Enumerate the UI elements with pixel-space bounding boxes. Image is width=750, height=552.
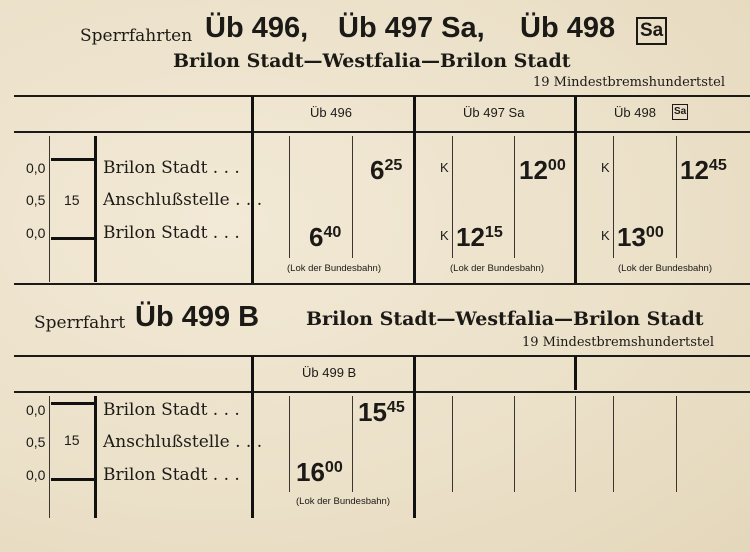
table1-track-mark-bottom bbox=[51, 237, 94, 240]
k-mark-497-arr: K bbox=[440, 228, 449, 243]
time-496-arrival: $6^{40}$ bbox=[309, 222, 342, 252]
table2-row3-station: Brilon Stadt . . . bbox=[103, 465, 240, 485]
section1-brake-info: 19 Mindestbremshundertstel bbox=[533, 75, 725, 90]
table2-row3-km: 0,0 bbox=[26, 467, 46, 483]
table2-track-mark-bottom bbox=[51, 478, 94, 481]
table2-vline-col3b bbox=[676, 396, 677, 492]
table1-vline-stations bbox=[94, 136, 97, 282]
table1-top-rule bbox=[14, 95, 750, 97]
table2-row2-speed: 15 bbox=[64, 432, 80, 448]
section1-train1: Üb 496, bbox=[205, 12, 309, 44]
table1-vline-km bbox=[49, 136, 50, 282]
table2-vline-col3-header bbox=[574, 356, 577, 390]
table2-vline-col2b bbox=[514, 396, 515, 492]
time-498-departure: $12^{45}$ bbox=[680, 155, 727, 185]
table2-vline-km bbox=[49, 396, 50, 518]
table1-vline-col1a bbox=[289, 136, 290, 258]
table2-header-ub499: Üb 499 B bbox=[302, 365, 357, 380]
table2-vline-col3a bbox=[613, 396, 614, 492]
section1-sa-badge: Sa bbox=[636, 17, 667, 45]
table1-row3-station: Brilon Stadt . . . bbox=[103, 223, 240, 243]
table2-vline-stations bbox=[94, 396, 97, 518]
table1-header-ub496: Üb 496 bbox=[310, 105, 352, 120]
table1-track-mark-top bbox=[51, 158, 94, 161]
table2-row2-station: Anschlußstelle . . . bbox=[103, 432, 263, 452]
table1-vline-col3 bbox=[574, 96, 577, 283]
section1-train3: Üb 498 bbox=[520, 12, 616, 44]
section1-train2: Üb 497 Sa, bbox=[338, 12, 485, 44]
table1-row2-station: Anschlußstelle . . . bbox=[103, 190, 263, 210]
table1-loco-note-498: (Lok der Bundesbahn) bbox=[618, 263, 713, 274]
time-497-arrival: $12^{15}$ bbox=[456, 222, 503, 252]
k-mark-497-dep: K bbox=[440, 160, 449, 175]
table2-vline-col2 bbox=[413, 356, 416, 518]
table2-loco-note-499: (Lok der Bundesbahn) bbox=[296, 496, 391, 507]
table1-row3-km: 0,0 bbox=[26, 225, 46, 241]
section1-label: Sperrfahrten bbox=[80, 26, 193, 46]
table1-row2-km: 0,5 bbox=[26, 192, 46, 208]
table1-row1-station: Brilon Stadt . . . bbox=[103, 158, 240, 178]
table1-loco-note-496: (Lok der Bundesbahn) bbox=[287, 263, 382, 274]
table1-header-rule bbox=[14, 131, 750, 133]
table1-vline-col1b bbox=[352, 136, 353, 258]
table2-vline-col3 bbox=[575, 396, 576, 492]
table1-header-ub497: Üb 497 Sa bbox=[463, 105, 525, 120]
table1-header-ub498: Üb 498 bbox=[614, 105, 656, 120]
table1-loco-note-497: (Lok der Bundesbahn) bbox=[450, 263, 545, 274]
table1-row1-km: 0,0 bbox=[26, 160, 46, 176]
table2-track-mark-top bbox=[51, 402, 94, 405]
table1-vline-col2 bbox=[413, 96, 416, 283]
section2-brake-info: 19 Mindestbremshundertstel bbox=[522, 335, 714, 350]
time-497-departure: $12^{00}$ bbox=[519, 155, 566, 185]
table1-vline-col2b bbox=[514, 136, 515, 258]
section2-route: Brilon Stadt—Westfalia—Brilon Stadt bbox=[306, 308, 704, 330]
k-mark-498-arr: K bbox=[601, 228, 610, 243]
table2-vline-col1a bbox=[289, 396, 290, 492]
section2-train: Üb 499 B bbox=[135, 301, 260, 333]
table2-vline-col2a bbox=[452, 396, 453, 492]
table2-row1-km: 0,0 bbox=[26, 402, 46, 418]
table2-header-rule bbox=[14, 391, 750, 393]
time-499-arrival: $16^{00}$ bbox=[296, 457, 343, 487]
table2-vline-col1b bbox=[352, 396, 353, 492]
table1-vline-col3a bbox=[613, 136, 614, 258]
table1-header-sa-badge: Sa bbox=[672, 104, 688, 120]
k-mark-498-dep: K bbox=[601, 160, 610, 175]
time-496-departure: $6^{25}$ bbox=[370, 155, 403, 185]
section1-route: Brilon Stadt—Westfalia—Brilon Stadt bbox=[173, 50, 571, 72]
time-498-arrival: $13^{00}$ bbox=[617, 222, 664, 252]
table1-row2-speed: 15 bbox=[64, 192, 80, 208]
section2-label: Sperrfahrt bbox=[34, 313, 126, 333]
table1-vline-col3b bbox=[676, 136, 677, 258]
time-499-departure: $15^{45}$ bbox=[358, 397, 405, 427]
table2-row1-station: Brilon Stadt . . . bbox=[103, 400, 240, 420]
table1-vline-col2a bbox=[452, 136, 453, 258]
table2-row2-km: 0,5 bbox=[26, 434, 46, 450]
table2-top-rule bbox=[14, 355, 750, 357]
table1-bottom-rule bbox=[14, 283, 750, 285]
